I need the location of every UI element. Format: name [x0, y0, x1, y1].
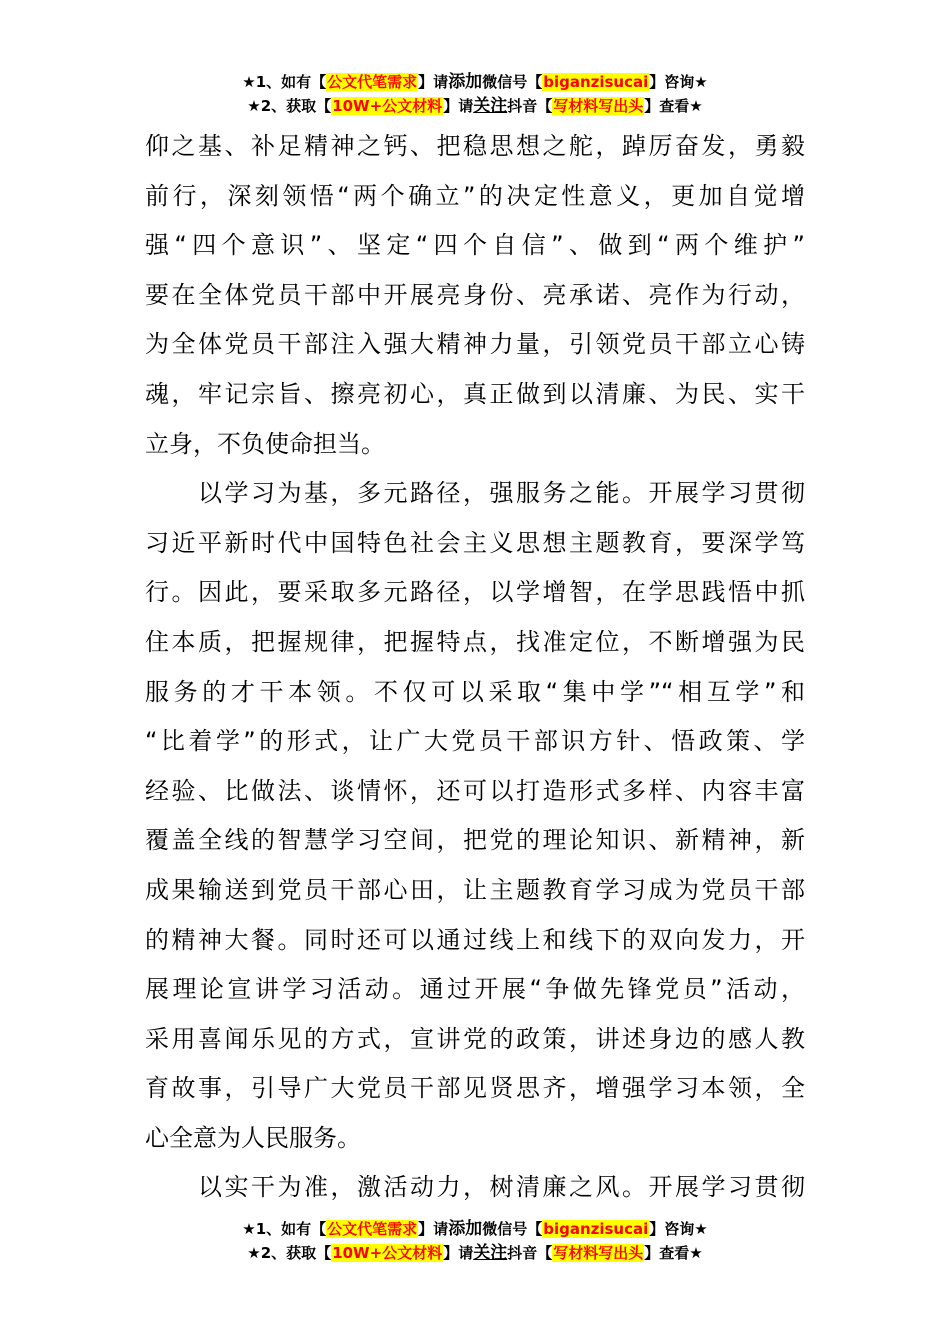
text-line: 展理论宣讲学习活动。通过开展“争做先锋党员”活动， [145, 975, 805, 1004]
ad-highlight-materials: 10W+公文材料 [332, 97, 443, 115]
ad-emphasis-add: 添加 [448, 1219, 483, 1239]
text-line: 的精神大餐。同时还可以通过线上和线下的双向发力，开 [145, 925, 805, 954]
ad-text: 微信号【 [482, 1220, 543, 1238]
ad-text: 】查看★ [644, 97, 703, 115]
ad-text: 】查看★ [644, 1244, 703, 1262]
ad-banner-top-line-1 [0, 70, 950, 94]
text-line: 习近平新时代中国特色社会主义思想主题教育，要深学笃 [145, 528, 805, 557]
text-line: 覆盖全线的智慧学习空间，把党的理论知识、新精神，新 [145, 826, 805, 855]
ad-highlight-ghostwriting: 公文代笔需求 [327, 1220, 418, 1238]
ad-highlight-douyin-account: 写材料写出头 [553, 97, 644, 115]
paragraph-2 [145, 469, 805, 1163]
text-line: 育故事，引导广大党员干部见贤思齐，增强学习本领，全 [145, 1074, 805, 1103]
ad-emphasis-add: 添加 [448, 72, 483, 92]
text-line: 魂，牢记宗旨、擦亮初心，真正做到以清廉、为民、实干 [145, 379, 805, 408]
ad-text: 】咨询★ [649, 1220, 708, 1238]
paragraph-1 [145, 122, 805, 469]
ad-text: 】请 [418, 73, 449, 91]
ad-emphasis-follow: 关注 [473, 1243, 508, 1263]
ad-text: 微信号【 [482, 73, 543, 91]
ad-highlight-ghostwriting: 公文代笔需求 [327, 73, 418, 91]
paragraph-3 [145, 1163, 805, 1213]
text-line: 以学习为基，多元路径，强服务之能。开展学习贯彻 [145, 479, 805, 508]
text-line: 采用喜闻乐见的方式，宣讲党的政策，讲述身边的感人教 [145, 1024, 805, 1053]
ad-highlight-wechat-id: biganzisucai [543, 73, 649, 91]
text-line: 服务的才干本领。不仅可以采取“集中学”“相互学”和 [145, 677, 805, 706]
ad-banner-top-line-2 [0, 94, 950, 118]
text-line: 行。因此，要采取多元路径，以学增智，在学思践悟中抓 [145, 578, 805, 607]
text-line: 成果输送到党员干部心田，让主题教育学习成为党员干部 [145, 875, 805, 904]
ad-text: 抖音【 [507, 1244, 553, 1262]
ad-text: 】请 [418, 1220, 449, 1238]
ad-text: ★2、获取【 [247, 1244, 332, 1262]
ad-highlight-douyin-account: 写材料写出头 [553, 1244, 644, 1262]
ad-text: 】请 [443, 97, 474, 115]
ad-text: 抖音【 [507, 97, 553, 115]
text-line: 立身，不负使命担当。 [145, 429, 385, 458]
text-line: “比着学”的形式，让广大党员干部识方针、悟政策、学 [145, 727, 805, 756]
text-line: 仰之基、补足精神之钙、把稳思想之舵，踔厉奋发，勇毅 [145, 132, 805, 160]
document-body [145, 122, 805, 1213]
text-line: 为全体党员干部注入强大精神力量，引领党员干部立心铸 [145, 330, 805, 359]
text-line: 以实干为准，激活动力，树清廉之风。开展学习贯彻 [145, 1173, 805, 1202]
ad-text: ★1、如有【 [242, 1220, 327, 1238]
ad-text: 】请 [443, 1244, 474, 1262]
ad-banner-bottom-line-1 [0, 1217, 950, 1241]
text-line: 经验、比做法、谈情怀，还可以打造形式多样、内容丰富 [145, 776, 805, 805]
ad-highlight-materials: 10W+公文材料 [332, 1244, 443, 1262]
text-line: 要在全体党员干部中开展亮身份、亮承诺、亮作为行动， [145, 280, 805, 309]
ad-text: 】咨询★ [649, 73, 708, 91]
text-line: 强“四个意识”、坚定“四个自信”、做到“两个维护” [145, 231, 805, 260]
text-line: 心全意为人民服务。 [145, 1123, 361, 1152]
text-line: 前行，深刻领悟“两个确立”的决定性意义，更加自觉增 [145, 181, 805, 210]
ad-text: ★2、获取【 [247, 97, 332, 115]
ad-highlight-wechat-id: biganzisucai [543, 1220, 649, 1238]
text-line: 住本质，把握规律，把握特点，找准定位，不断增强为民 [145, 627, 805, 656]
ad-text: ★1、如有【 [242, 73, 327, 91]
ad-banner-bottom-line-2 [0, 1241, 950, 1265]
ad-emphasis-follow: 关注 [473, 96, 508, 116]
